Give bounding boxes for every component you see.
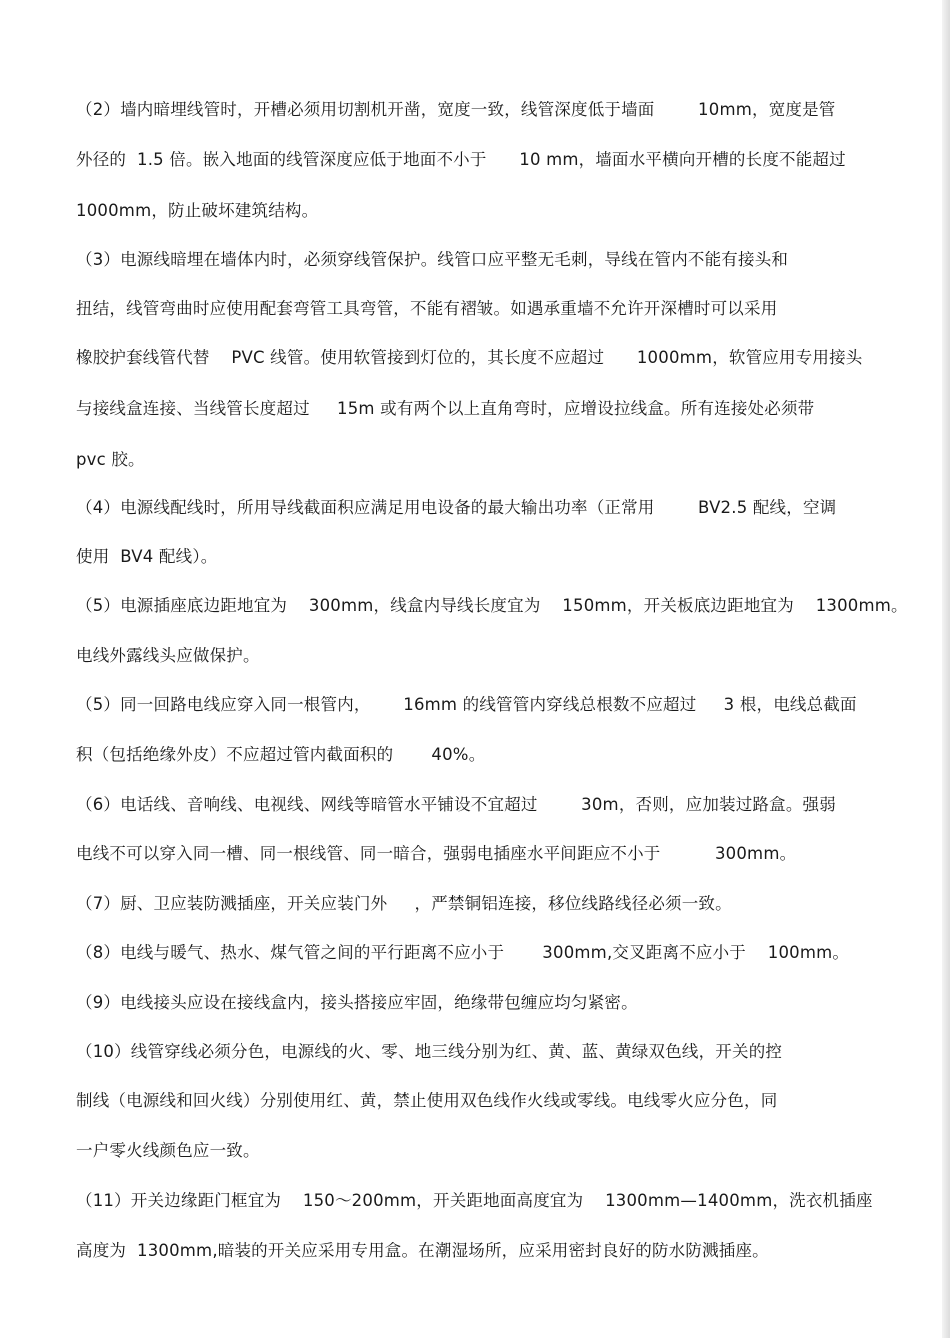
text-line: （5）同一回路电线应穿入同一根管内， 16mm 的线管管内穿线总根数不应超过 3 根，电线总截面 — [76, 695, 857, 714]
text-line: 1000mm，防止破坏建筑结构。 — [76, 201, 319, 220]
text-line: 电线不可以穿入同一槽、同一根线管、同一暗合，强弱电插座水平间距应不小于 300mm。 — [76, 844, 797, 863]
text-line: （10）线管穿线必须分色，电源线的火、零、地三线分别为红、黄、蓝、黄绿双色线，开关的控 — [76, 1042, 783, 1061]
text-line: （7）厨、卫应装防溅插座，开关应装门外 ，严禁铜铝连接，移位线路线径必须一致。 — [76, 894, 732, 913]
text-line: 橡胶护套线管代替 PVC 线管。使用软管接到灯位的，其长度不应超过 1000mm，软管应用专用接头 — [76, 348, 863, 367]
text-line: 电线外露线头应做保护。 — [76, 646, 260, 665]
text-line: pvc 胶。 — [76, 450, 145, 469]
text-line: 使用 BV4 配线）。 — [76, 547, 218, 566]
text-line: （6）电话线、音响线、电视线、网线等暗管水平铺设不宜超过 30m，否则，应加装过路盒。强弱 — [76, 795, 836, 814]
text-line: 积（包括绝缘外皮）不应超过管内截面积的 40%。 — [76, 745, 486, 764]
text-line: （2）墙内暗埋线管时，开槽必须用切割机开凿，宽度一致，线管深度低于墙面 10mm，宽度是管 — [76, 100, 836, 119]
text-line: 一户零火线颜色应一致。 — [76, 1141, 260, 1160]
text-line: 与接线盒连接、当线管长度超过 15m 或有两个以上直角弯时，应增设拉线盒。所有连接处必须带 — [76, 399, 815, 418]
text-line: （9）电线接头应设在接线盒内，接头搭接应牢固，绝缘带包缠应均匀紧密。 — [76, 993, 638, 1012]
text-line: （5）电源插座底边距地宜为 300mm，线盒内导线长度宜为 150mm，开关板底边距地宜为 1300mm。 — [76, 596, 908, 615]
text-line: 外径的 1.5 倍。嵌入地面的线管深度应低于地面不小于 10 mm，墙面水平横向开槽的长度不能超过 — [76, 150, 846, 169]
text-line: 高度为 1300mm,暗装的开关应采用专用盒。在潮湿场所，应采用密封良好的防水防溅插座。 — [76, 1241, 769, 1260]
text-line: （11）开关边缘距门框宜为 150～200mm，开关距地面高度宜为 1300mm—1400mm，洗衣机插座 — [76, 1191, 873, 1210]
page-edge-shadow — [942, 0, 950, 1338]
text-line: 扭结，线管弯曲时应使用配套弯管工具弯管，不能有褶皱。如遇承重墙不允许开深槽时可以采用 — [76, 299, 778, 318]
text-line: （3）电源线暗埋在墙体内时，必须穿线管保护。线管口应平整无毛刺，导线在管内不能有接头和 — [76, 250, 789, 269]
text-line: （4）电源线配线时，所用导线截面积应满足用电设备的最大输出功率（正常用 BV2.5 配线，空调 — [76, 498, 837, 517]
text-line: （8）电线与暖气、热水、煤气管之间的平行距离不应小于 300mm,交叉距离不应小于 100mm。 — [76, 943, 850, 962]
text-line: 制线（电源线和回火线）分别使用红、黄，禁止使用双色线作火线或零线。电线零火应分色，同 — [76, 1091, 778, 1110]
